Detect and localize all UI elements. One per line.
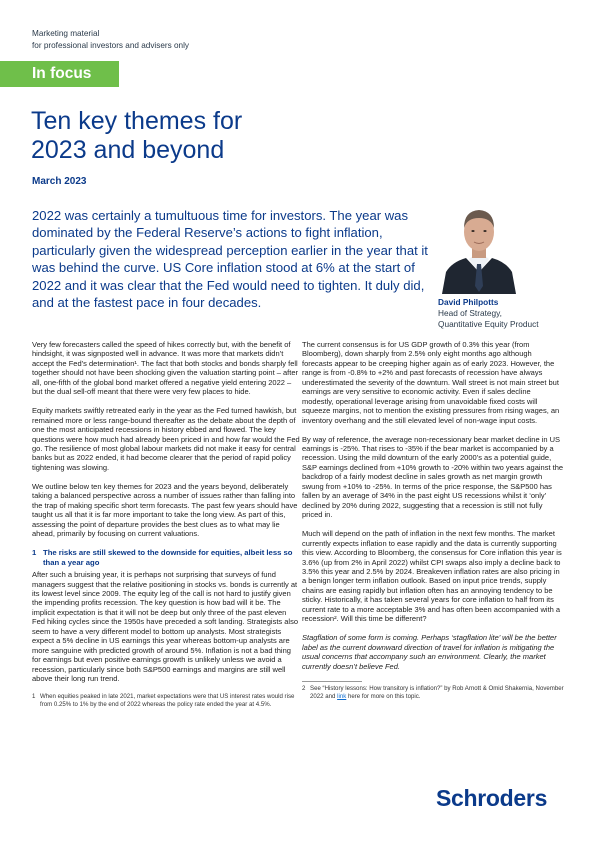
footnote-2-text: [310, 685, 564, 701]
author-name: David Philpotts: [438, 297, 499, 307]
footnote-1-text: When equities peaked in late 2021, market expectations were that US interest rates would rise from 0.25% to 1% by the end of 2022 whereas the policy rate ended the year at 4.5%.: [40, 693, 295, 709]
left-column: [32, 340, 300, 709]
footnote-divider: [302, 681, 362, 682]
footnote-1: [32, 693, 300, 709]
publication-date: March 2023: [32, 176, 87, 187]
disclaimer-line-1: Marketing material: [32, 29, 100, 38]
theme-1-number: 1: [32, 548, 37, 558]
right-column: [302, 340, 564, 701]
right-paragraph-2: By way of reference, the average non-recessionary bear market decline in US earnings is -25%. That rises to -35% if the bear market is accompanied by a recession. Using the mild downturn of the early 2000’s as a potential guide, S&P earnings declined from +10% growth to -20% within two years against the backdrop of a fairly modest decline in sales growth as net margin growth swung from +10% to -25%. In terms of the price response, the S&P500 has fallen by an average of 34% in the past eight US recessions whilst it ‘only’ declined by 20% during 2022, suggesting that a recession is still not fully priced in.: [302, 434, 564, 520]
left-paragraph-2: Equity markets swiftly retreated early in the year as the Fed turned hawkish, but remained more or less range-bound thereafter as the debate about the depth of one the most anticipated recessions in history ebbed and flowed. The key questions were how much had already been priced in and how far would the Fed go. The resilience of most global labour markets did not make it easy for central banks but as 2022 ended, it had become clearer that the period of rapid policy tightening was slowing.: [32, 406, 300, 472]
author-portrait-image: [438, 198, 520, 294]
in-focus-label: In focus: [32, 65, 92, 82]
title-line-1: Ten key themes for: [31, 107, 243, 135]
theme-1-title: The risks are still skewed to the downside for equities, albeit less so than a year ago: [43, 548, 293, 568]
right-paragraph-3: Much will depend on the path of inflation in the next few months. The market currently expects inflation to ease rapidly and the data is currently supporting this view. According to Bloomberg, the consensus for Core inflation this year is 3.6% (up from 2% in April 2022) whilst CPI swaps also imply a decline back to 3.5% this year and 2.5% by 2024. Breakeven inflation rates are also pricing in a benign longer term inflation outlook. Based on input price trends, supply chains are easing rapidly but inflation often has an annoying tendency to be sticky. Historically, it has taken several years for core inflation to half from its current rate to a more acceptable 3% and has often been accompanied with a recession². Will this time be different?: [302, 529, 562, 624]
disclaimer-line-2: for professional investors and advisers only: [32, 40, 190, 50]
footnote-2-text-b: here for more on this topic.: [346, 692, 421, 700]
footnote-2-text-a: See “History lessons: How transitory is inflation?” by Rob Arnott & Omid Shakernia, November 2022 and: [310, 684, 564, 700]
author-role-line-1: Head of Strategy,: [438, 308, 502, 319]
theme-1-heading: [32, 548, 300, 568]
page-title: [31, 107, 331, 165]
author-photo: [438, 198, 520, 294]
left-paragraph-3: We outline below ten key themes for 2023 and the years beyond, deliberately taking a balanced perspective across a number of issues rather than falling into the trap of making specific short term forecasts. The past few years should have taught us all that it is far more important to take the long view. As part of this, assessing the point of departure provides the best clues as to what may lie ahead, primarily by focusing on current valuations.: [32, 481, 298, 539]
footnote-1-number: 1: [32, 693, 36, 701]
footnote-2-link[interactable]: link: [337, 692, 347, 700]
audience-disclaimer: [32, 28, 189, 51]
footnote-2: [302, 685, 564, 701]
lead-paragraph: 2022 was certainly a tumultuous time for investors. The year was dominated by the Federal Reserve’s actions to fight inflation, particularly given the widespread perception earlier in the year that it was behind the curve. US Core inflation stood at 6% at the start of 2022 and it was clear that the Fed would need to tighten. It duly did, and at the fastest pace in four decades.: [32, 208, 428, 311]
in-focus-tag: [0, 61, 119, 87]
author-role-line-2: Quantitative Equity Product: [438, 319, 539, 330]
author-block: [438, 297, 539, 331]
footnote-2-number: 2: [302, 684, 306, 692]
title-line-2: 2023 and beyond: [31, 136, 225, 164]
schroders-logo: Schroders: [436, 785, 548, 811]
left-paragraph-1: Very few forecasters called the speed of hikes correctly but, with the benefit of hindsight, it was signposted well in advance. It was more that markets didn’t accept the Fed’s determination¹. The fact that both stocks and bonds sharply fell together should not have been shocking given the valuation starting point – after all, one-fifth of the global bond market offered a negative yield entering 2022 – but the dual sell-off meant that there were very few places to hide.: [32, 340, 299, 397]
left-paragraph-4: After such a bruising year, it is perhaps not surprising that surveys of fund managers suggest that the relative positioning in stocks vs. bonds is currently at its lowest level since 2009. The equity leg of the call is not hard to justify given the impending profits recession. The key question is how bad will it be. The implicit expectation is that it will not be deep but only three of the past eleven Fed hiking cycles since the 1950s have preceded a soft landing. Strategists also seem to have a very different model to bottom up analysts. Most strategists expect a 5% decline in US earnings this year whereas bottom-up analysts are more sanguine with predicted growth of around 5%. Inflation is not a bad thing for earnings but even positive earnings growth is unlikely unless we avoid a recession, particularly since both S&P500 earnings and margins are still well above their long run trend.: [32, 570, 298, 684]
right-paragraph-1: The current consensus is for US GDP growth of 0.3% this year (from Bloomberg), down sharply from 2.5% only eight months ago although forecasts appear to be creeping higher again as of early 2023. However, the range is from -0.8% to +2% and past forecasts of recession have always underestimated the severity of the downturn. Wall street is not main street but earnings are very sensitive to economic activity. Even if sales decline modestly, operational leverage arising from unavoidable fixed costs will squeeze margins, not to mention the existing pressures from rising wages, an inventory overhang and the still elevated level of non-wage input costs.: [302, 340, 560, 425]
right-paragraph-4: Stagflation of some form is coming. Perhaps ‘stagflation lite’ will be the better label as the current downward direction of travel for inflation is mitigating the usual concerns that accompany such an environment. Clearly, the market currently doesn’t believe Fed.: [302, 633, 557, 671]
